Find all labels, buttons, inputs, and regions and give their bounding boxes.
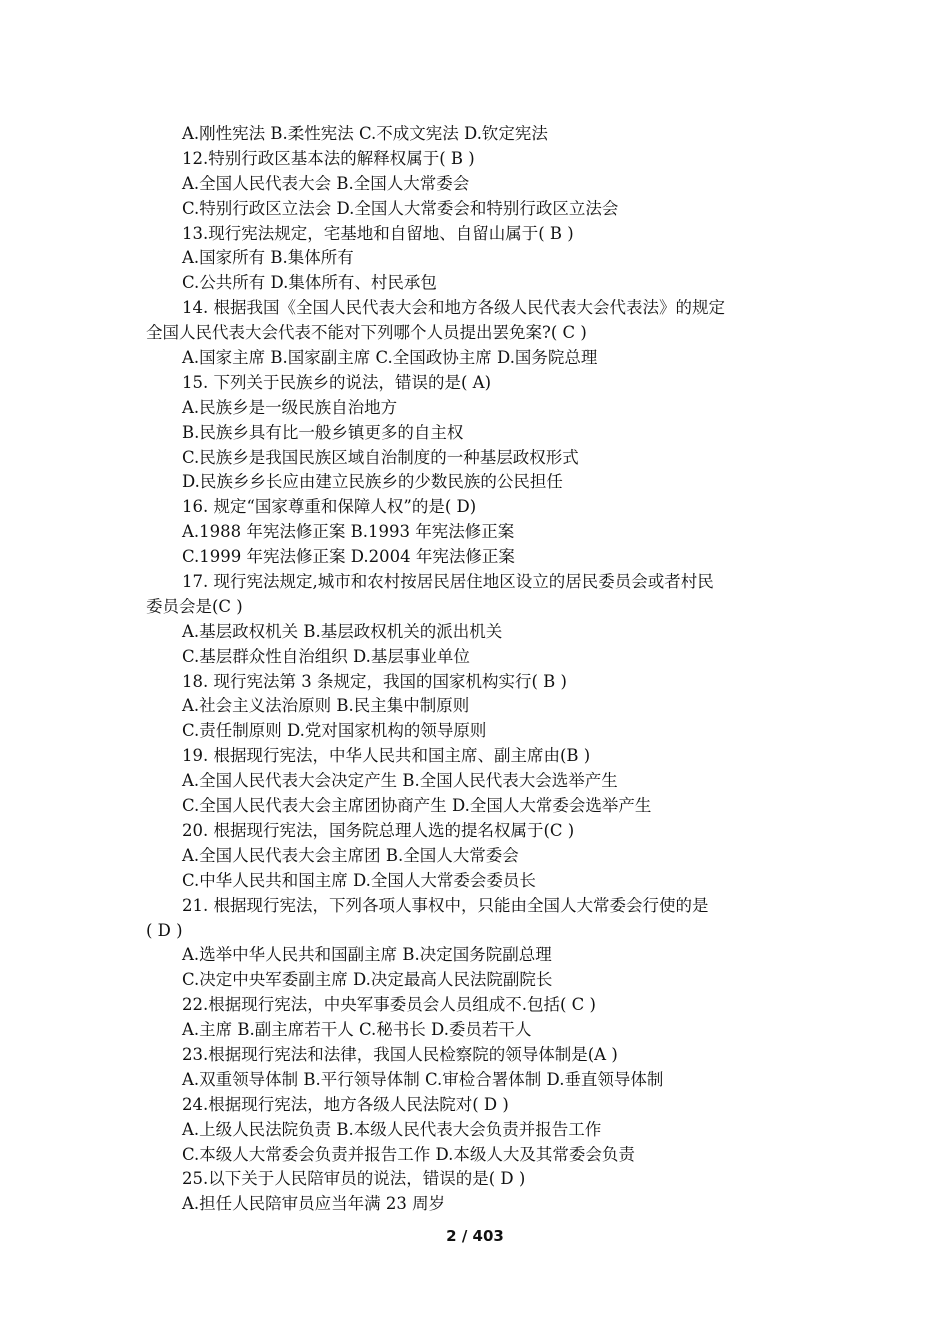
text-line: A.选举中华人民共和国副主席 B.决定国务院副总理 bbox=[182, 945, 552, 965]
text-line: 22.根据现行宪法，中央军事委员会人员组成不.包括( C ) bbox=[182, 995, 596, 1015]
text-line: A.刚性宪法 B.柔性宪法 C.不成文宪法 D.钦定宪法 bbox=[182, 124, 548, 143]
text-line: C.决定中央军委副主席 D.决定最高人民法院副院长 bbox=[182, 970, 553, 990]
text-line: A.主席 B.副主席若干人 C.秘书长 D.委员若干人 bbox=[182, 1020, 532, 1040]
text-line: A.基层政权机关 B.基层政权机关的派出机关 bbox=[182, 621, 503, 641]
text-line: 委员会是(C ) bbox=[146, 596, 243, 616]
text-line: 24.根据现行宪法，地方各级人民法院对( D ) bbox=[182, 1094, 509, 1114]
text-line: 18. 现行宪法第 3 条规定，我国的国家机构实行( B ) bbox=[182, 671, 567, 691]
text-line: 17. 现行宪法规定,城市和农村按居民居住地区设立的居民委员会或者村民 bbox=[182, 572, 714, 592]
text-line: A.双重领导体制 B.平行领导体制 C.审检合署体制 D.垂直领导体制 bbox=[182, 1069, 664, 1089]
text-line: C.基层群众性自治组织 D.基层事业单位 bbox=[182, 646, 470, 666]
text-line: A.全国人民代表大会 B.全国人大常委会 bbox=[182, 173, 470, 193]
text-line: 16. 规定“国家尊重和保障人权”的是( D) bbox=[182, 497, 477, 517]
text-line: 14. 根据我国《全国人民代表大会和地方各级人民代表大会代表法》的规定 bbox=[182, 298, 725, 318]
text-line: C.中华人民共和国主席 D.全国人大常委会委员长 bbox=[182, 870, 536, 890]
text-line: 15. 下列关于民族乡的说法，错误的是( A) bbox=[182, 372, 492, 392]
page-number: 2 / 403 bbox=[446, 1227, 504, 1245]
text-line: 19. 根据现行宪法，中华人民共和国主席、副主席由(B ) bbox=[182, 746, 591, 766]
text-line: A.担任人民陪审员应当年满 23 周岁 bbox=[182, 1194, 446, 1214]
text-line: C.1999 年宪法修正案 D.2004 年宪法修正案 bbox=[182, 547, 515, 567]
text-line: 25.以下关于人民陪审员的说法，错误的是( D ) bbox=[182, 1169, 526, 1189]
text-line: ( D ) bbox=[146, 920, 183, 940]
text-line: A.社会主义法治原则 B.民主集中制原则 bbox=[182, 696, 470, 716]
text-line: 全国人民代表大会代表不能对下列哪个人员提出罢免案?( C ) bbox=[146, 323, 587, 343]
text-line: C.公共所有 D.集体所有、村民承包 bbox=[182, 273, 437, 293]
text-line: A.国家所有 B.集体所有 bbox=[182, 248, 354, 268]
text-line: C.本级人大常委会负责并报告工作 D.本级人大及其常委会负责 bbox=[182, 1144, 635, 1164]
text-line: C.特别行政区立法会 D.全国人大常委会和特别行政区立法会 bbox=[182, 198, 619, 218]
text-line: A.全国人民代表大会决定产生 B.全国人民代表大会选举产生 bbox=[182, 771, 618, 791]
text-line: D.民族乡乡长应由建立民族乡的少数民族的公民担任 bbox=[182, 472, 563, 492]
text-line: C.民族乡是我国民族区域自治制度的一种基层政权形式 bbox=[182, 447, 579, 467]
text-line: A.上级人民法院负责 B.本级人民代表大会负责并报告工作 bbox=[182, 1119, 602, 1139]
text-line: 21. 根据现行宪法，下列各项人事权中，只能由全国人大常委会行使的是 bbox=[182, 895, 709, 915]
text-line: A.1988 年宪法修正案 B.1993 年宪法修正案 bbox=[182, 522, 515, 542]
text-line: 12.特别行政区基本法的解释权属于( B ) bbox=[182, 148, 475, 168]
text-line: C.责任制原则 D.党对国家机构的领导原则 bbox=[182, 721, 487, 741]
text-line: B.民族乡具有比一般乡镇更多的自主权 bbox=[182, 422, 464, 442]
text-line: A.民族乡是一级民族自治地方 bbox=[182, 397, 398, 417]
text-line: 20. 根据现行宪法，国务院总理人选的提名权属于(C ) bbox=[182, 820, 575, 840]
text-line: A.国家主席 B.国家副主席 C.全国政协主席 D.国务院总理 bbox=[182, 348, 598, 368]
text-line: 23.根据现行宪法和法律，我国人民检察院的领导体制是(A ) bbox=[182, 1044, 618, 1064]
text-line: C.全国人民代表大会主席团协商产生 D.全国人大常委会选举产生 bbox=[182, 796, 652, 816]
page-body bbox=[146, 122, 816, 1217]
text-line: A.全国人民代表大会主席团 B.全国人大常委会 bbox=[182, 845, 519, 865]
text-line: 13.现行宪法规定，宅基地和自留地、自留山属于( B ) bbox=[182, 223, 574, 243]
